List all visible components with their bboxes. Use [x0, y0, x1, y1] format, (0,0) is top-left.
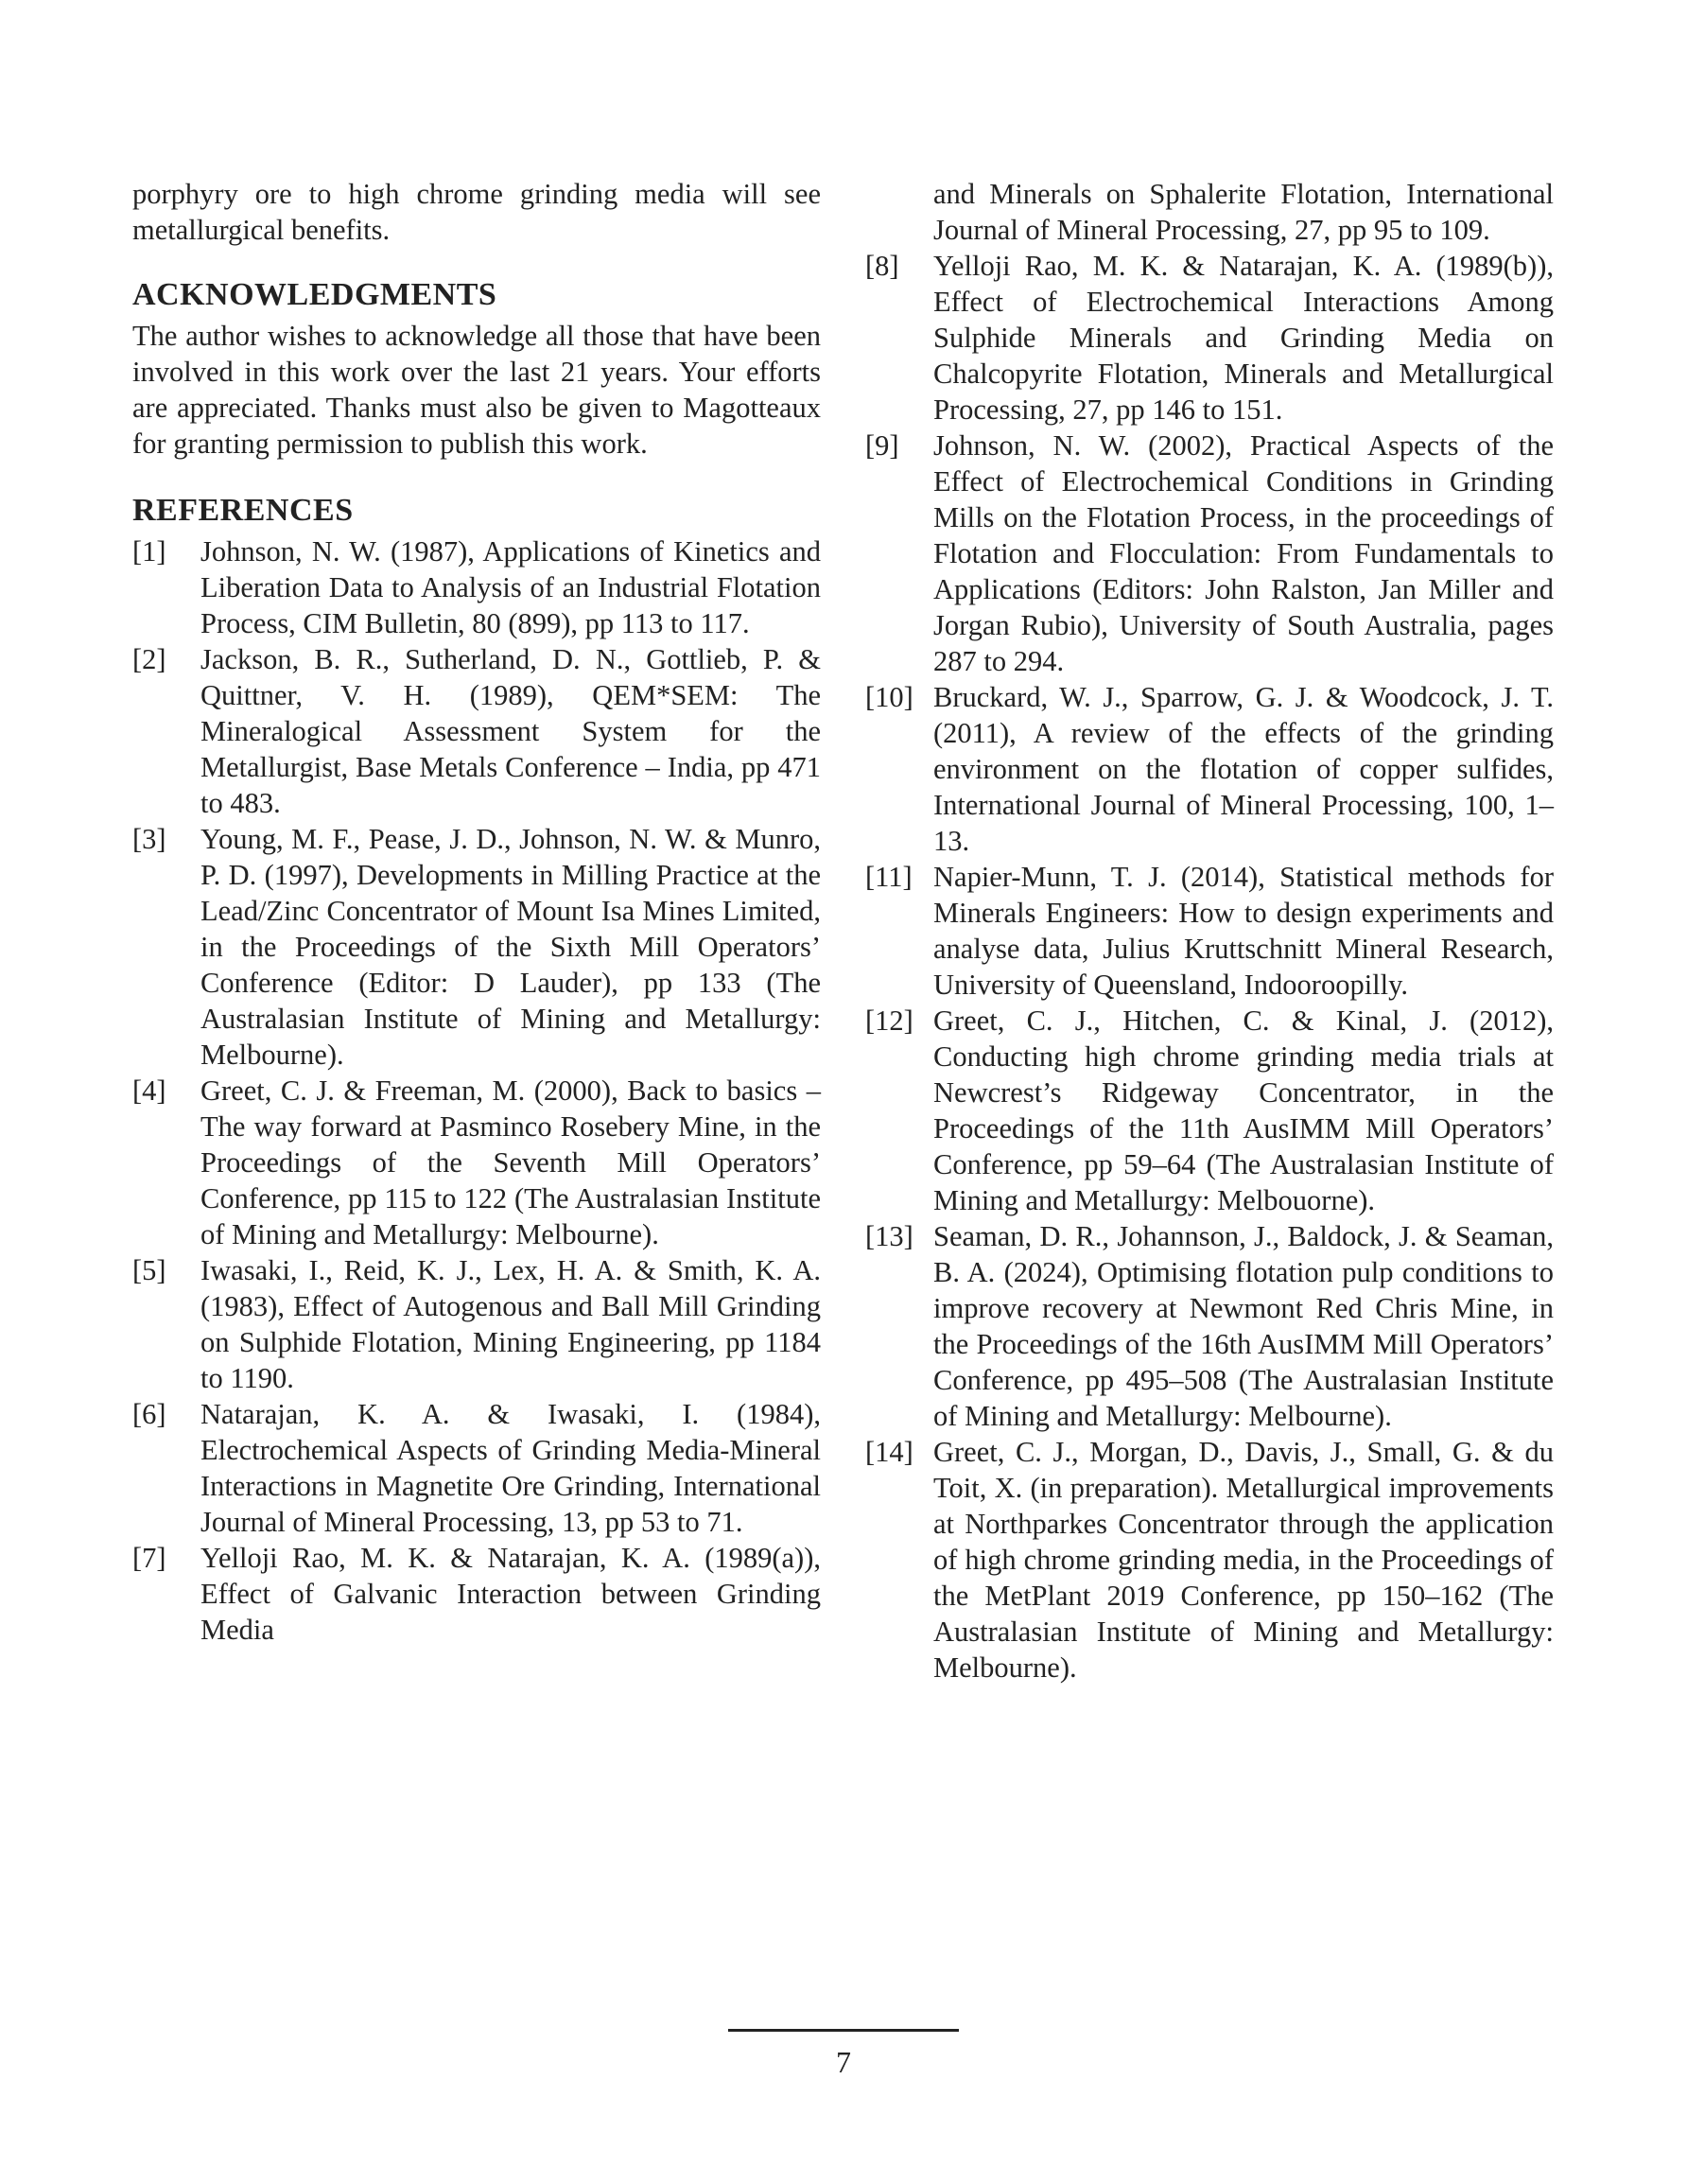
reference-number: [13]: [865, 1220, 913, 1252]
reference-text: Napier-Munn, T. J. (2014), Statistical methods for Minerals Engineers: How to design experiments and analyse data, Julius Kruttschnitt Mineral Research, University of Queensland, Indooroopilly.: [933, 861, 1554, 1001]
reference-item-13: [865, 1218, 1554, 1434]
left-column: [132, 176, 821, 1648]
reference-text: Jackson, B. R., Sutherland, D. N., Gottlieb, P. & Quittner, V. H. (1989), QEM*SEM: The Mineralogical Assessment System for the Metallurgist, Base Metals Conference – India, pp 471 to 483.: [200, 643, 821, 819]
acknowledgments-heading: ACKNOWLEDGMENTS: [132, 277, 497, 312]
reference-number: [4]: [132, 1075, 166, 1107]
reference-number: [8]: [865, 250, 899, 282]
acknowledgments-body: The author wishes to acknowledge all those that have been involved in this work over the last 21 years. Your efforts are appreciated. Thanks must also be given to Magotteaux for granting permission to publish this work.: [132, 320, 821, 460]
reference-text: Iwasaki, I., Reid, K. J., Lex, H. A. & Smith, K. A. (1983), Effect of Autogenous and Ball Mill Grinding on Sulphide Flotation, Mining Engineering, pp 1184 to 1190.: [200, 1254, 821, 1394]
reference-number: [14]: [865, 1436, 913, 1468]
reference-item-12: [865, 1003, 1554, 1218]
reference-item-10: [865, 679, 1554, 859]
reference-item-5: [132, 1252, 821, 1396]
reference-number: [2]: [132, 643, 166, 675]
reference-item-8: [865, 248, 1554, 428]
reference-item-7-continued: [865, 176, 1554, 248]
page-number: 7: [836, 2045, 851, 2079]
reference-item-2: [132, 641, 821, 821]
reference-item-6: [132, 1396, 821, 1540]
reference-number: [11]: [865, 861, 913, 893]
reference-item-7: [132, 1540, 821, 1648]
references-heading: REFERENCES: [132, 493, 354, 528]
reference-item-9: [865, 428, 1554, 679]
reference-text: Yelloji Rao, M. K. & Natarajan, K. A. (1989(a)), Effect of Galvanic Interaction between Grinding Media: [200, 1542, 821, 1646]
reference-item-11: [865, 859, 1554, 1003]
reference-number: [3]: [132, 823, 166, 855]
reference-number: [1]: [132, 535, 166, 568]
reference-text: and Minerals on Sphalerite Flotation, International Journal of Mineral Processing, 27, pp 95 to 109.: [933, 178, 1554, 246]
reference-number: [9]: [865, 429, 899, 462]
right-column: [865, 176, 1554, 1686]
reference-text: Greet, C. J., Morgan, D., Davis, J., Small, G. & du Toit, X. (in preparation). Metallurgical improvements at Northparkes Concentrator through the application of high chrome grinding media, in the Proceedings of the MetPlant 2019 Conference, pp 150–162 (The Australasian Institute of Mining and Metallurgy: Melbourne).: [933, 1436, 1554, 1684]
footer-rule: [728, 2029, 959, 2032]
reference-text: Bruckard, W. J., Sparrow, G. J. & Woodcock, J. T. (2011), A review of the effects of the grinding environment on the flotation of copper sulfides, International Journal of Mineral Processing, 100, 1–13.: [933, 681, 1554, 857]
reference-text: Greet, C. J., Hitchen, C. & Kinal, J. (2012), Conducting high chrome grinding media trials at Newcrest’s Ridgeway Concentrator, in the Proceedings of the 11th AusIMM Mill Operators’ Conference, pp 59–64 (The Australasian Institute of Mining and Metallurgy: Melbouorne).: [933, 1005, 1554, 1216]
reference-text: Greet, C. J. & Freeman, M. (2000), Back to basics – The way forward at Pasminco Rosebery Mine, in the Proceedings of the Seventh Mill Operators’ Conference, pp 115 to 122 (The Australasian Institute of Mining and Metallurgy: Melbourne).: [200, 1075, 821, 1250]
reference-item-3: [132, 821, 821, 1073]
reference-text: Johnson, N. W. (2002), Practical Aspects of the Effect of Electrochemical Conditions in Grinding Mills on the Flotation Process, in the proceedings of Flotation and Flocculation: From Fundamentals to Applications (Editors: John Ralston, Jan Miller and Jorgan Rubio), University of South Australia, pages 287 to 294.: [933, 429, 1554, 677]
reference-text: Yelloji Rao, M. K. & Natarajan, K. A. (1989(b)), Effect of Electrochemical Interactions Among Sulphide Minerals and Grinding Media on Chalcopyrite Flotation, Minerals and Metallurgical Processing, 27, pp 146 to 151.: [933, 250, 1554, 426]
reference-item-4: [132, 1073, 821, 1252]
reference-number: [12]: [865, 1005, 913, 1037]
reference-number: [865, 176, 933, 248]
intro-paragraph: porphyry ore to high chrome grinding media will see metallurgical benefits.: [132, 178, 821, 246]
reference-number: [7]: [132, 1542, 166, 1574]
reference-number: [10]: [865, 681, 913, 713]
reference-number: [5]: [132, 1254, 166, 1286]
reference-text: Natarajan, K. A. & Iwasaki, I. (1984), Electrochemical Aspects of Grinding Media-Mineral Interactions in Magnetite Ore Grinding, International Journal of Mineral Processing, 13, pp 53 to 71.: [200, 1398, 821, 1538]
reference-number: [6]: [132, 1398, 166, 1430]
reference-text: Young, M. F., Pease, J. D., Johnson, N. W. & Munro, P. D. (1997), Developments in Milling Practice at the Lead/Zinc Concentrator of Mount Isa Mines Limited, in the Proceedings of the Sixth Mill Operators’ Conference (Editor: D Lauder), pp 133 (The Australasian Institute of Mining and Metallurgy: Melbourne).: [200, 823, 821, 1071]
reference-text: Johnson, N. W. (1987), Applications of Kinetics and Liberation Data to Analysis of an Industrial Flotation Process, CIM Bulletin, 80 (899), pp 113 to 117.: [200, 535, 821, 639]
reference-item-14: [865, 1434, 1554, 1686]
reference-item-1: [132, 533, 821, 641]
reference-text: Seaman, D. R., Johannson, J., Baldock, J. & Seaman, B. A. (2024), Optimising flotation pulp conditions to improve recovery at Newmont Red Chris Mine, in the Proceedings of the 16th AusIMM Mill Operators’ Conference, pp 495–508 (The Australasian Institute of Mining and Metallurgy: Melbourne).: [933, 1220, 1554, 1432]
